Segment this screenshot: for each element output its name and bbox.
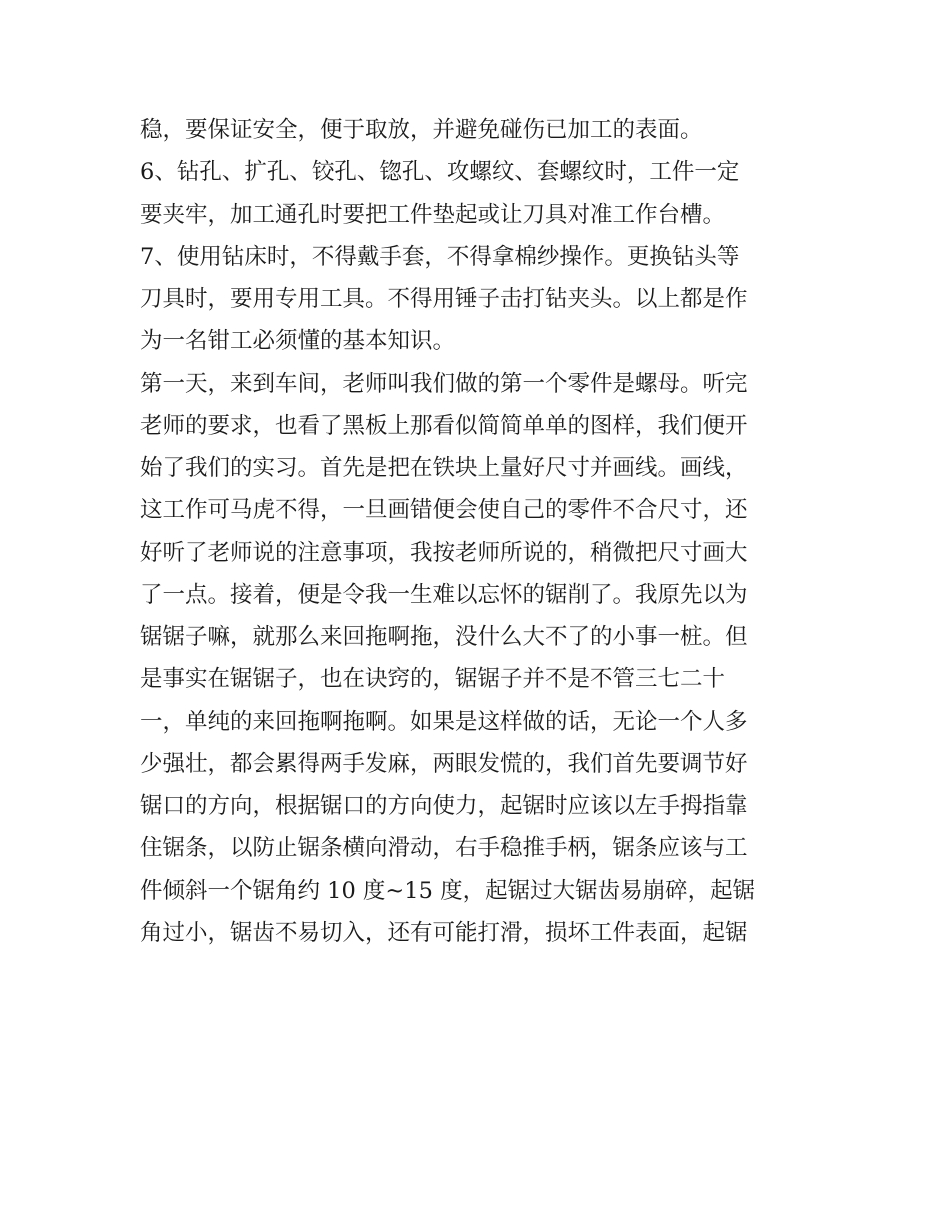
text-line: 锯口的方向，根据锯口的方向使力，起锯时应该以左手拇指靠 bbox=[140, 793, 748, 819]
text-line: 6、钻孔、扩孔、铰孔、锪孔、攻螺纹、套螺纹时，工件一定 bbox=[140, 159, 740, 186]
text-line: 角过小，锯齿不易切入，还有可能打滑，损坏工件表面，起锯 bbox=[140, 919, 748, 946]
text-line: 一，单纯的来回拖啊拖啊。如果是这样做的话，无论一个人多 bbox=[140, 708, 748, 735]
text-line: 少强壮，都会累得两手发麻，两眼发慌的，我们首先要调节好 bbox=[140, 750, 748, 777]
text-line: 刀具时，要用专用工具。不得用锤子击打钻夹头。以上都是作 bbox=[140, 286, 748, 312]
text-line: 为一名钳工必须懂的基本知识。 bbox=[140, 328, 456, 355]
text-line: 老师的要求，也看了黑板上那看似简简单单的图样，我们便开 bbox=[140, 412, 748, 439]
text-line: 7、使用钻床时，不得戴手套，不得拿棉纱操作。更换钻头等 bbox=[140, 243, 740, 270]
text-line: 要夹牢，加工通孔时要把工件垫起或让刀具对准工作台槽。 bbox=[140, 201, 726, 228]
text-line: 好听了老师说的注意事项，我按老师所说的，稍微把尺寸画大 bbox=[140, 539, 748, 566]
text-line: 始了我们的实习。首先是把在铁块上量好尺寸并画线。画线， bbox=[140, 455, 748, 481]
text-line: 第一天，来到车间，老师叫我们做的第一个零件是螺母。听完 bbox=[140, 370, 748, 397]
text-line: 了一点。接着，便是令我一生难以忘怀的锯削了。我原先以为 bbox=[140, 581, 748, 608]
text-line: 稳，要保证安全，便于取放，并避免碰伤已加工的表面。 bbox=[140, 117, 703, 143]
text-line: 是事实在锯锯子，也在诀窍的，锯锯子并不是不管三七二十 bbox=[140, 666, 726, 693]
text-line: 锯锯子嘛，就那么来回拖啊拖，没什么大不了的小事一桩。但 bbox=[140, 624, 748, 650]
body-text bbox=[140, 109, 830, 954]
text-line: 这工作可马虎不得，一旦画错便会使自己的零件不合尺寸，还 bbox=[140, 497, 748, 524]
text-line: 件倾斜一个锯角约 10 度~15 度，起锯过大锯齿易崩碎，起锯 bbox=[140, 877, 756, 904]
text-line: 住锯条，以防止锯条横向滑动，右手稳推手柄，锯条应该与工 bbox=[140, 835, 748, 862]
